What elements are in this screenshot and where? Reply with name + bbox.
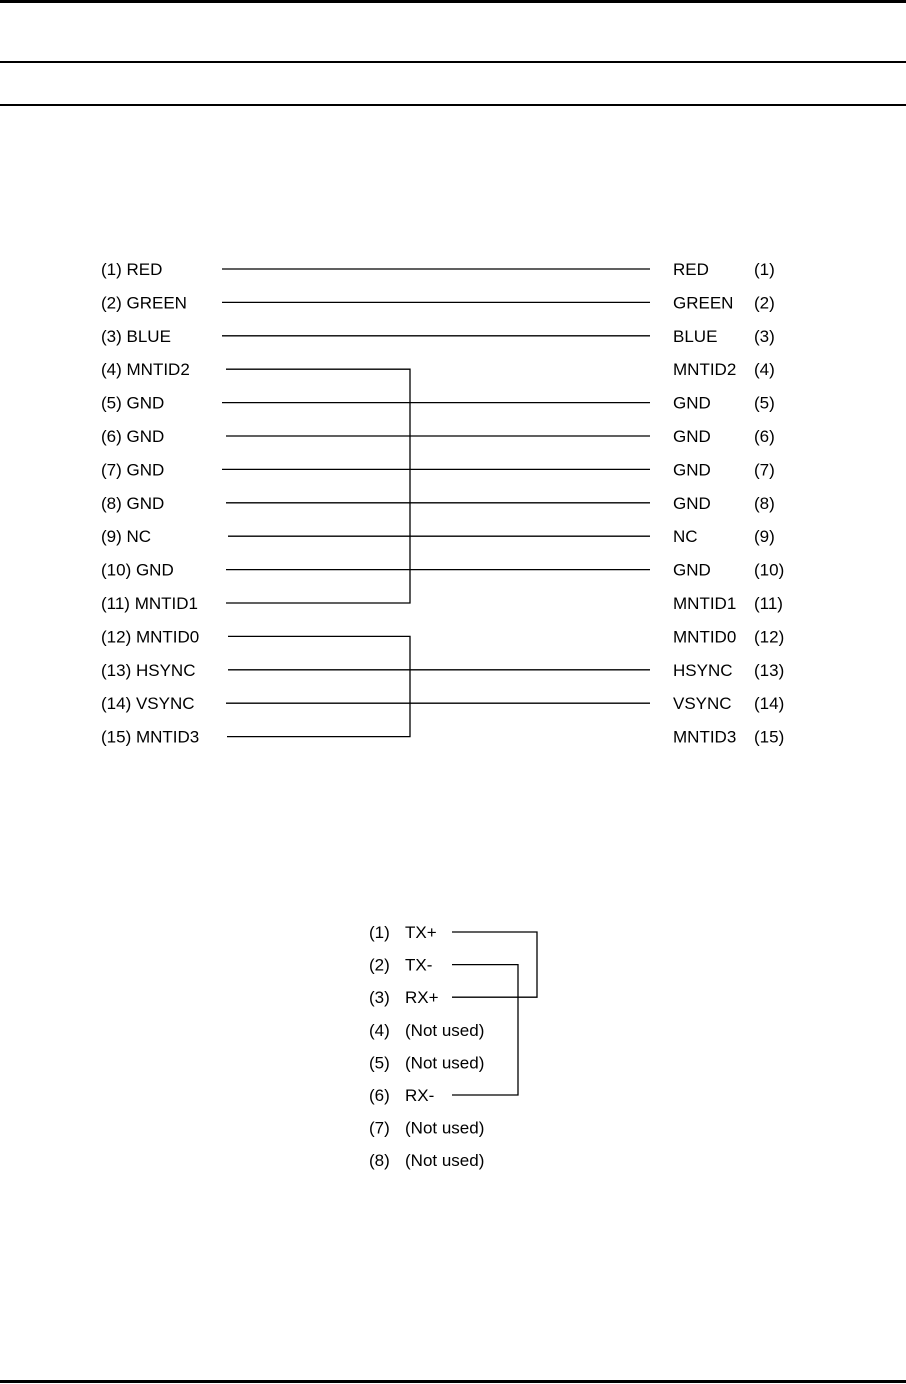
lan-pin-signal: (Not used) (405, 1053, 485, 1073)
lan-pin-number: (4) (369, 1020, 390, 1040)
left-pin-signal: HSYNC (131, 660, 196, 680)
left-pin-label (101, 293, 187, 312)
left-pin-signal: MNTID0 (131, 627, 200, 647)
left-pin-number: (9) (101, 527, 122, 547)
right-pin-number: (2) (754, 293, 775, 313)
left-pin-signal: MNTID1 (129, 594, 198, 613)
vga-loopback-diagram (101, 260, 784, 747)
right-pin-number: (9) (754, 527, 775, 547)
left-pin-number: (6) (101, 427, 122, 446)
left-pin-number: (12) (101, 627, 132, 647)
loopback-wire-4-11 (226, 369, 410, 603)
lan-pin-number: (8) (369, 1151, 390, 1171)
right-pin-signal: MNTID2 (673, 360, 737, 380)
left-pin-signal: GND (121, 393, 165, 413)
right-pin-number: (10) (754, 560, 785, 580)
left-pin-number: (3) (101, 326, 122, 346)
left-pin-signal: MNTID3 (131, 727, 200, 747)
right-pin-number: (8) (754, 493, 775, 513)
left-pin-signal: NC (121, 527, 152, 547)
lan-pin-signal: TX+ (405, 923, 437, 942)
left-pin-label (101, 627, 199, 646)
right-pin-signal: GND (673, 560, 711, 580)
right-pin-signal: GND (673, 427, 711, 446)
left-pin-signal: GND (131, 560, 174, 580)
right-pin-number: (11) (754, 594, 783, 613)
loopback-wire-12-15 (227, 636, 410, 736)
left-pin-number: (14) (101, 694, 132, 714)
left-pin-number: (2) (101, 293, 122, 313)
lan-pin-number: (6) (369, 1086, 390, 1105)
left-pin-signal: GND (121, 427, 165, 446)
left-pin-label (101, 460, 164, 479)
right-pin-number: (3) (754, 326, 775, 346)
left-pin-label (101, 594, 198, 613)
right-pin-signal: MNTID1 (673, 594, 737, 613)
right-pin-number: (5) (754, 393, 775, 413)
left-pin-number: (8) (101, 493, 122, 513)
right-pin-number: (7) (754, 460, 775, 480)
right-pin-number: (1) (754, 260, 775, 279)
lan-pin-number: (7) (369, 1118, 390, 1138)
lan-pin-signal: (Not used) (405, 1151, 485, 1171)
left-pin-label (101, 527, 151, 546)
footer-rule (0, 1380, 906, 1383)
left-pin-label (101, 728, 199, 747)
right-pin-signal: NC (673, 527, 698, 547)
lan-pin-signal: (Not used) (405, 1118, 485, 1138)
right-pin-number: (13) (754, 660, 785, 680)
lan-pin-number: (5) (369, 1053, 390, 1073)
right-pin-signal: GND (673, 460, 711, 480)
right-pin-number: (15) (754, 727, 785, 747)
left-pin-number: (15) (101, 727, 132, 747)
right-pin-number: (4) (754, 360, 775, 380)
right-pin-signal: HSYNC (673, 660, 733, 680)
right-pin-signal: GND (673, 493, 711, 513)
right-pin-signal: RED (673, 260, 709, 279)
left-pin-label (101, 561, 174, 580)
lan-loopback-diagram (369, 923, 537, 1170)
lan-pin-signal: RX+ (405, 988, 439, 1008)
lan-pin-signal: (Not used) (405, 1020, 485, 1040)
left-pin-signal: GREEN (121, 293, 187, 313)
right-pin-number: (12) (754, 627, 785, 647)
right-pin-signal: MNTID3 (673, 727, 737, 747)
left-pin-number: (13) (101, 660, 132, 680)
left-pin-signal: VSYNC (131, 694, 195, 714)
left-pin-label (101, 260, 162, 279)
lan-pin-number: (2) (369, 955, 390, 975)
lan-pin-number: (3) (369, 988, 390, 1008)
right-pin-signal: BLUE (673, 326, 718, 346)
left-pin-label (101, 327, 171, 346)
left-pin-number: (11) (101, 594, 130, 613)
left-pin-signal: BLUE (121, 326, 171, 346)
left-pin-signal: MNTID2 (121, 360, 190, 380)
left-pin-number: (1) (101, 260, 122, 279)
right-pin-number: (6) (754, 427, 775, 446)
left-pin-label (101, 494, 164, 513)
left-pin-label (101, 661, 195, 680)
lan-pin-signal: RX- (405, 1086, 435, 1105)
right-pin-signal: VSYNC (673, 694, 732, 714)
left-pin-number: (5) (101, 393, 122, 413)
left-pin-label (101, 694, 195, 713)
left-pin-signal: GND (121, 493, 165, 513)
right-pin-signal: MNTID0 (673, 627, 737, 647)
left-pin-signal: RED (121, 260, 163, 279)
right-pin-number: (14) (754, 694, 785, 714)
left-pin-number: (10) (101, 560, 132, 580)
right-pin-signal: GREEN (673, 293, 734, 313)
left-pin-label (101, 360, 190, 379)
lan-pin-number: (1) (369, 923, 390, 942)
left-pin-number: (7) (101, 460, 122, 480)
left-pin-number: (4) (101, 360, 122, 380)
left-pin-label (101, 394, 164, 413)
lan-pin-signal: TX- (405, 955, 433, 975)
left-pin-label (101, 427, 164, 446)
left-pin-signal: GND (121, 460, 165, 480)
right-pin-signal: GND (673, 393, 711, 413)
